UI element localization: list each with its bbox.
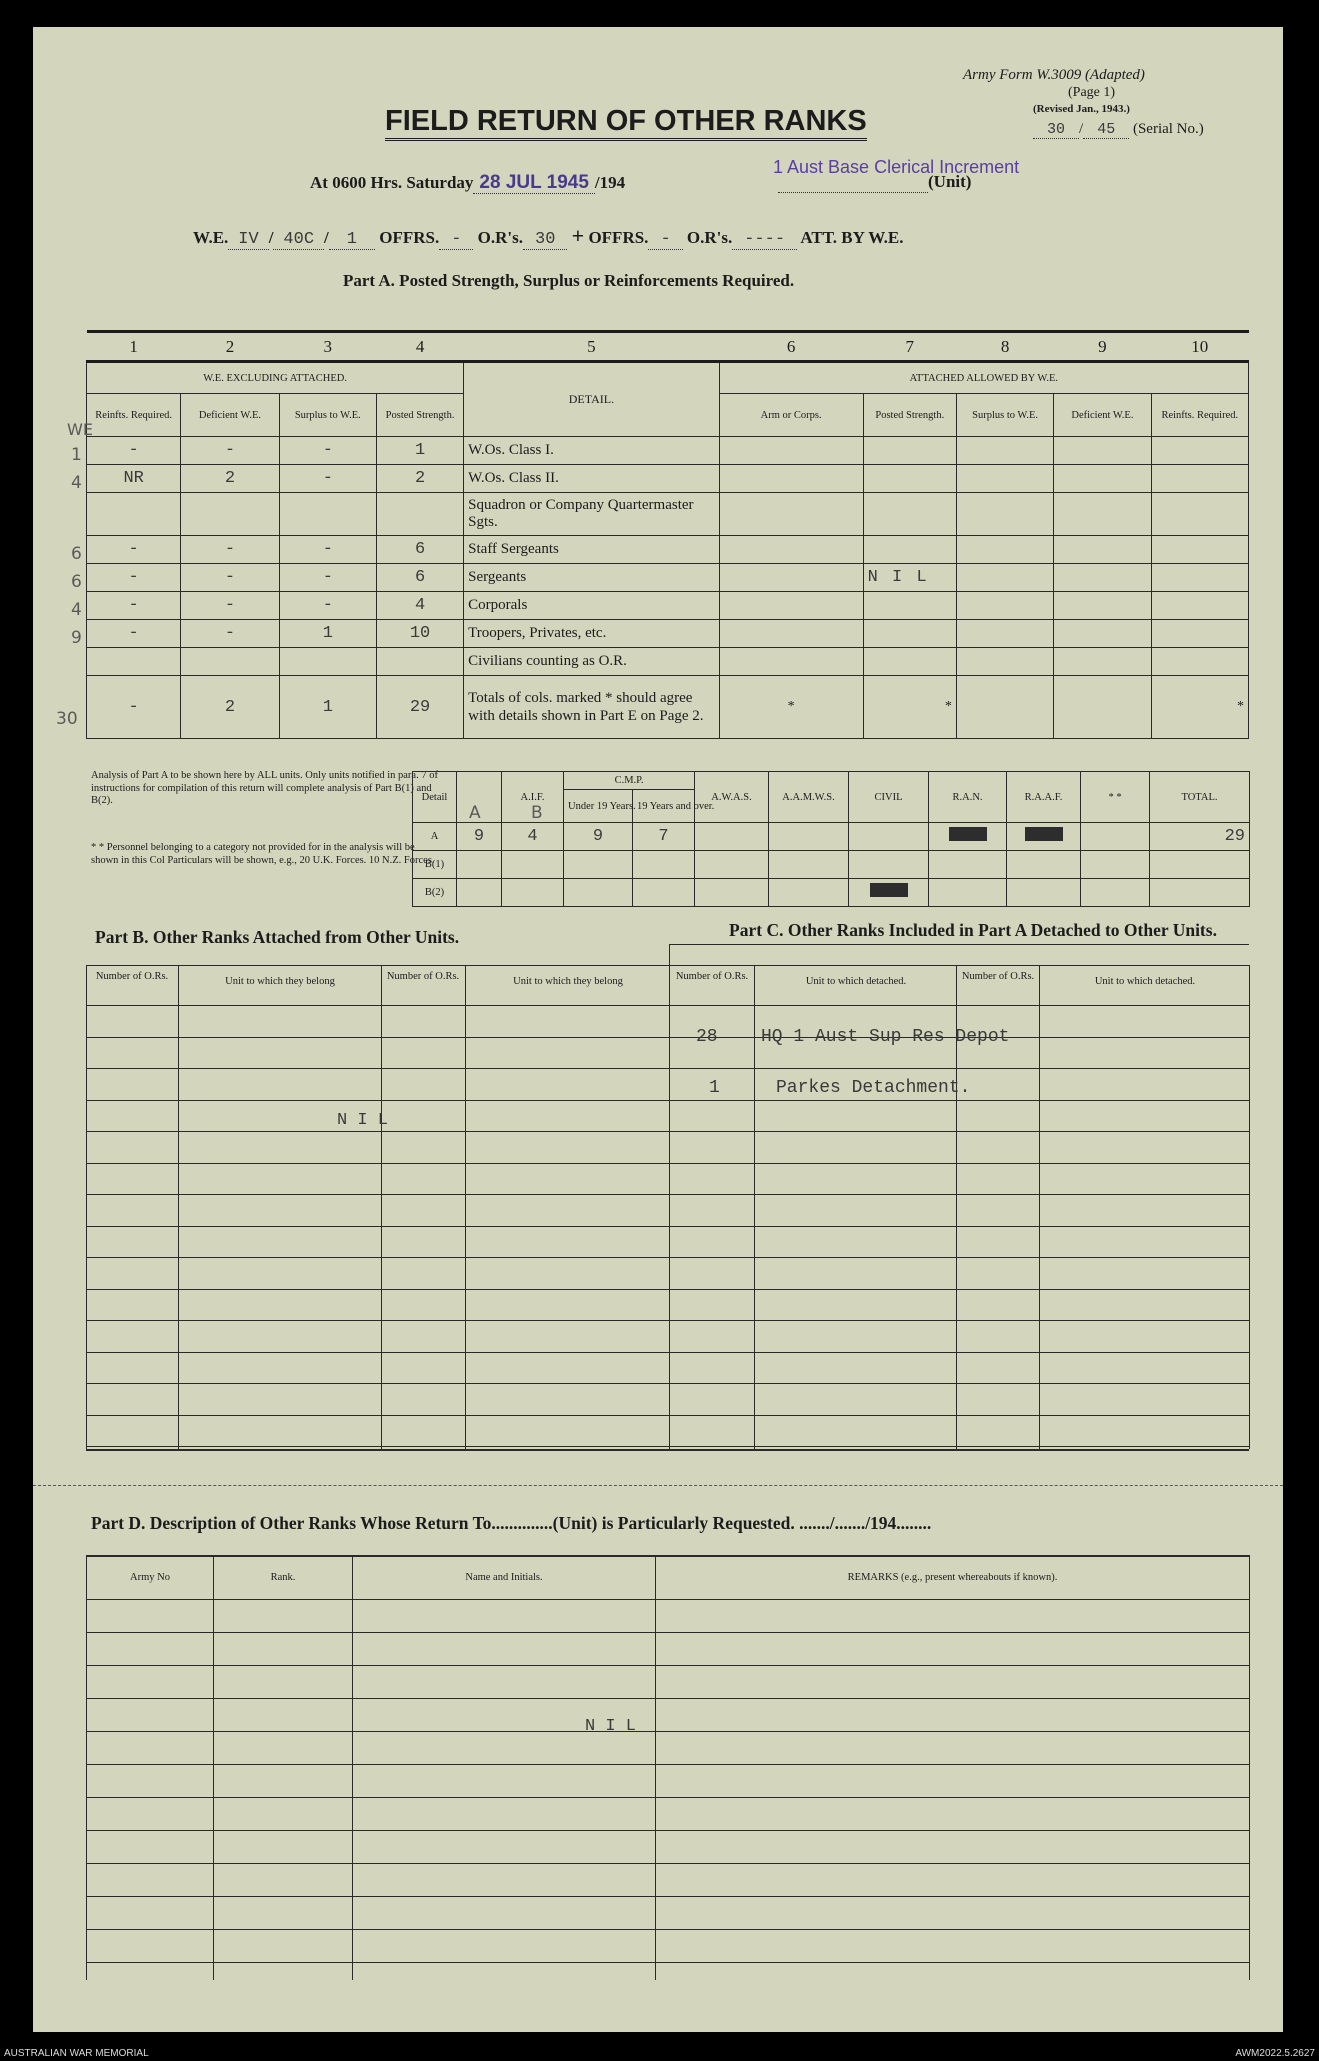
other-col: * * xyxy=(1081,772,1150,823)
part-a-title: Part A. Posted Strength, Surplus or Reinforcements Required. xyxy=(343,271,795,290)
col-num: 8 xyxy=(956,332,1053,362)
part-d-name-header: Name and Initials. xyxy=(465,1572,543,1583)
part-c-row-2-count: 1 xyxy=(709,1078,720,1098)
part-a-cell xyxy=(863,536,956,564)
under-19-col: Under 19 Years. xyxy=(564,790,633,823)
civil-col: CIVIL xyxy=(849,772,929,823)
row-a-over19: 7 xyxy=(633,823,695,851)
unit-label: (Unit) xyxy=(928,172,972,191)
part-b-unit-header-2: Unit to which they belong xyxy=(513,976,623,987)
part-b-num-header: Number of O.Rs. xyxy=(95,971,169,982)
analysis-row-b2 xyxy=(413,879,1250,907)
part-b-nil: N I L xyxy=(337,1111,389,1130)
part-a-cell: - xyxy=(181,536,279,564)
part-a-cell xyxy=(181,493,279,536)
ran-col: R.A.N. xyxy=(929,772,1007,823)
we-label: W.E. xyxy=(193,228,229,247)
part-c-title: Part C. Other Ranks Included in Part A Detached to Other Units. xyxy=(729,920,1217,940)
part-a-cell: 4 xyxy=(376,592,463,620)
cmp-col: C.M.P. xyxy=(564,772,695,790)
reinfts-required-header: Reinfts. Required. xyxy=(87,394,181,437)
part-a-cell: - xyxy=(87,564,181,592)
reinfts-att-header: Reinfts. Required. xyxy=(1151,394,1248,437)
aif-col: A.I.F. xyxy=(502,772,564,823)
part-a-cell xyxy=(863,493,956,536)
part-a-cell: 6 xyxy=(376,536,463,564)
serial-number-a: 30 xyxy=(1033,121,1079,139)
offrs-value-2: - xyxy=(648,230,682,250)
year-suffix: /194 xyxy=(594,173,626,192)
row-a-under19: 9 xyxy=(564,823,633,851)
column-numbers-row xyxy=(87,332,1249,362)
handwritten-a: A xyxy=(469,803,481,823)
row-a-1: 9 xyxy=(457,823,502,851)
surplus-header: Surplus to W.E. xyxy=(279,394,376,437)
total-star-10: * xyxy=(1151,676,1248,739)
posted-strength-att-header: Posted Strength. xyxy=(863,394,956,437)
part-a-cell: 2 xyxy=(376,465,463,493)
part-a-row xyxy=(87,437,1249,465)
part-a-cell: - xyxy=(87,437,181,465)
part-c-unit-header-2: Unit to which detached. xyxy=(1094,976,1196,987)
we-margin-value: 9 xyxy=(71,628,82,648)
part-a-table xyxy=(86,330,1249,739)
part-a-cell: - xyxy=(279,437,376,465)
part-d-rank-header: Rank. xyxy=(270,1572,296,1583)
totals-row xyxy=(87,676,1249,739)
we-value-2: 40C xyxy=(273,230,324,250)
part-d-remarks-header: REMARKS (e.g., present whereabouts if known). xyxy=(847,1572,1058,1583)
row-label: A xyxy=(413,823,457,851)
offrs-value: - xyxy=(439,230,473,250)
col-num: 6 xyxy=(719,332,863,362)
part-a-cell xyxy=(279,493,376,536)
col-num: 3 xyxy=(279,332,376,362)
offrs-label: OFFRS. xyxy=(379,228,440,247)
group-header-row xyxy=(87,362,1249,394)
row-label: B(1) xyxy=(413,851,457,879)
col-num: 5 xyxy=(464,332,720,362)
part-a-row xyxy=(87,465,1249,493)
we-value-3: 1 xyxy=(329,230,375,250)
total-star-7: * xyxy=(863,676,956,739)
date-line xyxy=(310,172,625,194)
part-a-cell xyxy=(279,648,376,676)
deficient-att-header: Deficient W.E. xyxy=(1054,394,1151,437)
part-a-cell: 6 xyxy=(376,564,463,592)
part-a-cell: - xyxy=(181,564,279,592)
rank-detail: W.Os. Class I. xyxy=(464,437,720,465)
att-label: ATT. BY W.E. xyxy=(800,228,904,247)
part-a-cell: NR xyxy=(87,465,181,493)
serial-number-b: 45 xyxy=(1083,121,1129,139)
col-num: 1 xyxy=(87,332,181,362)
part-a-cell xyxy=(376,648,463,676)
rank-detail: Staff Sergeants xyxy=(464,536,720,564)
part-a-row xyxy=(87,493,1249,536)
col-num: 9 xyxy=(1054,332,1151,362)
footer-credit: AUSTRALIAN WAR MEMORIAL xyxy=(4,2048,149,2059)
detail-col: Detail xyxy=(413,772,457,823)
row-a-total: 29 xyxy=(1150,823,1250,851)
plus-sign: + xyxy=(571,223,585,248)
raaf-col: R.A.A.F. xyxy=(1007,772,1081,823)
part-a-cell: - xyxy=(279,564,376,592)
serial-number: 30 / 45 (Serial No.) xyxy=(1033,121,1204,138)
we-margin-value: 4 xyxy=(71,473,82,493)
part-a-cell xyxy=(863,592,956,620)
handwritten-b: B xyxy=(531,803,543,823)
total-star-6: * xyxy=(719,676,863,739)
part-a-cell: - xyxy=(87,592,181,620)
we-margin-value: 6 xyxy=(71,544,82,564)
part-a-cell: - xyxy=(279,536,376,564)
part-a-row xyxy=(87,592,1249,620)
part-b-num-header-2: Number of O.Rs. xyxy=(386,971,460,982)
col-num: 10 xyxy=(1151,332,1248,362)
total-c2: 2 xyxy=(181,676,279,739)
part-a-cell: N I L xyxy=(863,564,956,592)
rank-detail: W.Os. Class II. xyxy=(464,465,720,493)
part-c-num-header: Number of O.Rs. xyxy=(675,971,749,982)
part-a-row xyxy=(87,648,1249,676)
unit-stamp: 1 Aust Base Clerical Increment xyxy=(773,157,1020,177)
ors-label-2: O.R's. xyxy=(686,228,733,247)
part-a-cell xyxy=(376,493,463,536)
part-d-nil: N I L xyxy=(585,1717,637,1736)
part-c-row-1-count: 28 xyxy=(696,1027,718,1047)
part-a-row xyxy=(87,536,1249,564)
part-b-title: Part B. Other Ranks Attached from Other Units. xyxy=(95,927,460,947)
we-margin-value: 4 xyxy=(71,600,82,620)
col-num: 4 xyxy=(376,332,463,362)
aamws-col: A.A.M.W.S. xyxy=(769,772,849,823)
analysis-table xyxy=(412,771,1250,907)
total-c4: 29 xyxy=(376,676,463,739)
part-a-cell: - xyxy=(181,592,279,620)
total-c1: - xyxy=(87,676,181,739)
part-a-cell xyxy=(863,648,956,676)
surplus-att-header: Surplus to W.E. xyxy=(956,394,1053,437)
part-c-unit-header: Unit to which detached. xyxy=(805,976,907,987)
rank-detail: Troopers, Privates, etc. xyxy=(464,620,720,648)
part-a-cell: 2 xyxy=(181,465,279,493)
analysis-note: Analysis of Part A to be shown here by ALL units. Only units notified in para. 7 of instructions for compilation of this return will complete analysis of Part B(1) and B(2). xyxy=(91,770,438,806)
revision-date: (Revised Jan., 1943.) xyxy=(1033,103,1130,115)
we-margin-label: WE xyxy=(67,420,93,439)
we-line: W.E. IV / 40C / 1 OFFRS. - O.R's. 30 + OFFRS. - O.R's. ---- ATT. BY W.E. xyxy=(193,223,904,249)
page-title: FIELD RETURN OF OTHER RANKS xyxy=(385,105,867,141)
attached-allowed-header: ATTACHED ALLOWED BY W.E. xyxy=(719,362,1248,394)
deficient-header: Deficient W.E. xyxy=(181,394,279,437)
row-a-aif: 4 xyxy=(502,823,564,851)
part-a-cell: - xyxy=(87,536,181,564)
we-value-1: IV xyxy=(228,230,268,250)
part-a-cell xyxy=(87,648,181,676)
part-c-row-2-unit: Parkes Detachment. xyxy=(776,1078,971,1098)
part-c-num-header-2: Number of O.Rs. xyxy=(961,971,1035,982)
analysis-header-row xyxy=(413,772,1250,790)
unit-dotted-line xyxy=(778,174,928,193)
totals-detail: Totals of cols. marked * should agree with details shown in Part E on Page 2. xyxy=(464,676,720,739)
rank-detail: Squadron or Company Quartermaster Sgts. xyxy=(464,493,720,536)
part-d-army-no-header: Army No xyxy=(130,1572,170,1583)
ors-value: 30 xyxy=(523,230,567,250)
part-a-cell: 10 xyxy=(376,620,463,648)
part-a-cell: - xyxy=(181,437,279,465)
part-b-unit-header: Unit to which they belong xyxy=(225,976,335,987)
analysis-footnote: * * Personnel belonging to a category not provided for in the analysis will be shown in this Col Particulars will be shown, e.g., 20 U.K. Forces. 10 N.Z. Forces. xyxy=(91,842,435,866)
row-label: B(2) xyxy=(413,879,457,907)
part-a-cell: - xyxy=(279,592,376,620)
analysis-row-b1 xyxy=(413,851,1250,879)
ors-label: O.R's. xyxy=(477,228,523,247)
redaction-mark xyxy=(949,827,987,841)
we-margin-value: 6 xyxy=(71,572,82,592)
we-excluding-header: W.E. EXCLUDING ATTACHED. xyxy=(87,362,464,394)
part-c-row-1-unit: HQ 1 Aust Sup Res Depot xyxy=(761,1027,1010,1047)
part-a-cell xyxy=(863,620,956,648)
serial-label: (Serial No.) xyxy=(1132,121,1204,137)
rank-detail: Sergeants xyxy=(464,564,720,592)
we-total: 30 xyxy=(56,709,78,729)
army-form-number: Army Form W.3009 (Adapted) xyxy=(963,67,1145,83)
analysis-row-a xyxy=(413,823,1250,851)
date-line-prefix: At 0600 Hrs. Saturday xyxy=(310,173,474,192)
posted-strength-header: Posted Strength. xyxy=(376,394,463,437)
form-page xyxy=(33,27,1283,2032)
total-c3: 1 xyxy=(279,676,376,739)
col-num: 2 xyxy=(181,332,279,362)
over-19-col: 19 Years and over. xyxy=(633,790,695,823)
part-a-cell: 1 xyxy=(376,437,463,465)
part-a-cell: - xyxy=(279,465,376,493)
we-margin-value: 1 xyxy=(71,445,82,465)
footer-accession: AWM2022.5.2627 xyxy=(1235,2048,1315,2059)
offrs-label-2: OFFRS. xyxy=(588,228,649,247)
part-a-row xyxy=(87,564,1249,592)
ors-value-2: ---- xyxy=(732,230,797,250)
total-col: TOTAL. xyxy=(1150,772,1250,823)
redaction-mark xyxy=(870,883,908,897)
part-a-cell xyxy=(863,465,956,493)
col-num: 7 xyxy=(863,332,956,362)
page-number: (Page 1) xyxy=(1068,85,1116,100)
part-d-title: Part D. Description of Other Ranks Whose Return To..............(Unit) is Particularly Requested. ......./......./194........ xyxy=(91,1513,932,1533)
part-a-cell xyxy=(87,493,181,536)
rank-detail: Corporals xyxy=(464,592,720,620)
part-a-cell: - xyxy=(181,620,279,648)
part-a-cell xyxy=(863,437,956,465)
part-a-cell: 1 xyxy=(279,620,376,648)
rank-detail: Civilians counting as O.R. xyxy=(464,648,720,676)
redaction-mark xyxy=(1025,827,1063,841)
part-a-row xyxy=(87,620,1249,648)
arm-corps-header: Arm or Corps. xyxy=(719,394,863,437)
detail-header: DETAIL. xyxy=(464,362,720,437)
awas-col: A.W.A.S. xyxy=(695,772,769,823)
date-stamp: 28 JUL 1945 xyxy=(473,172,595,194)
part-a-cell xyxy=(181,648,279,676)
part-a-cell: - xyxy=(87,620,181,648)
